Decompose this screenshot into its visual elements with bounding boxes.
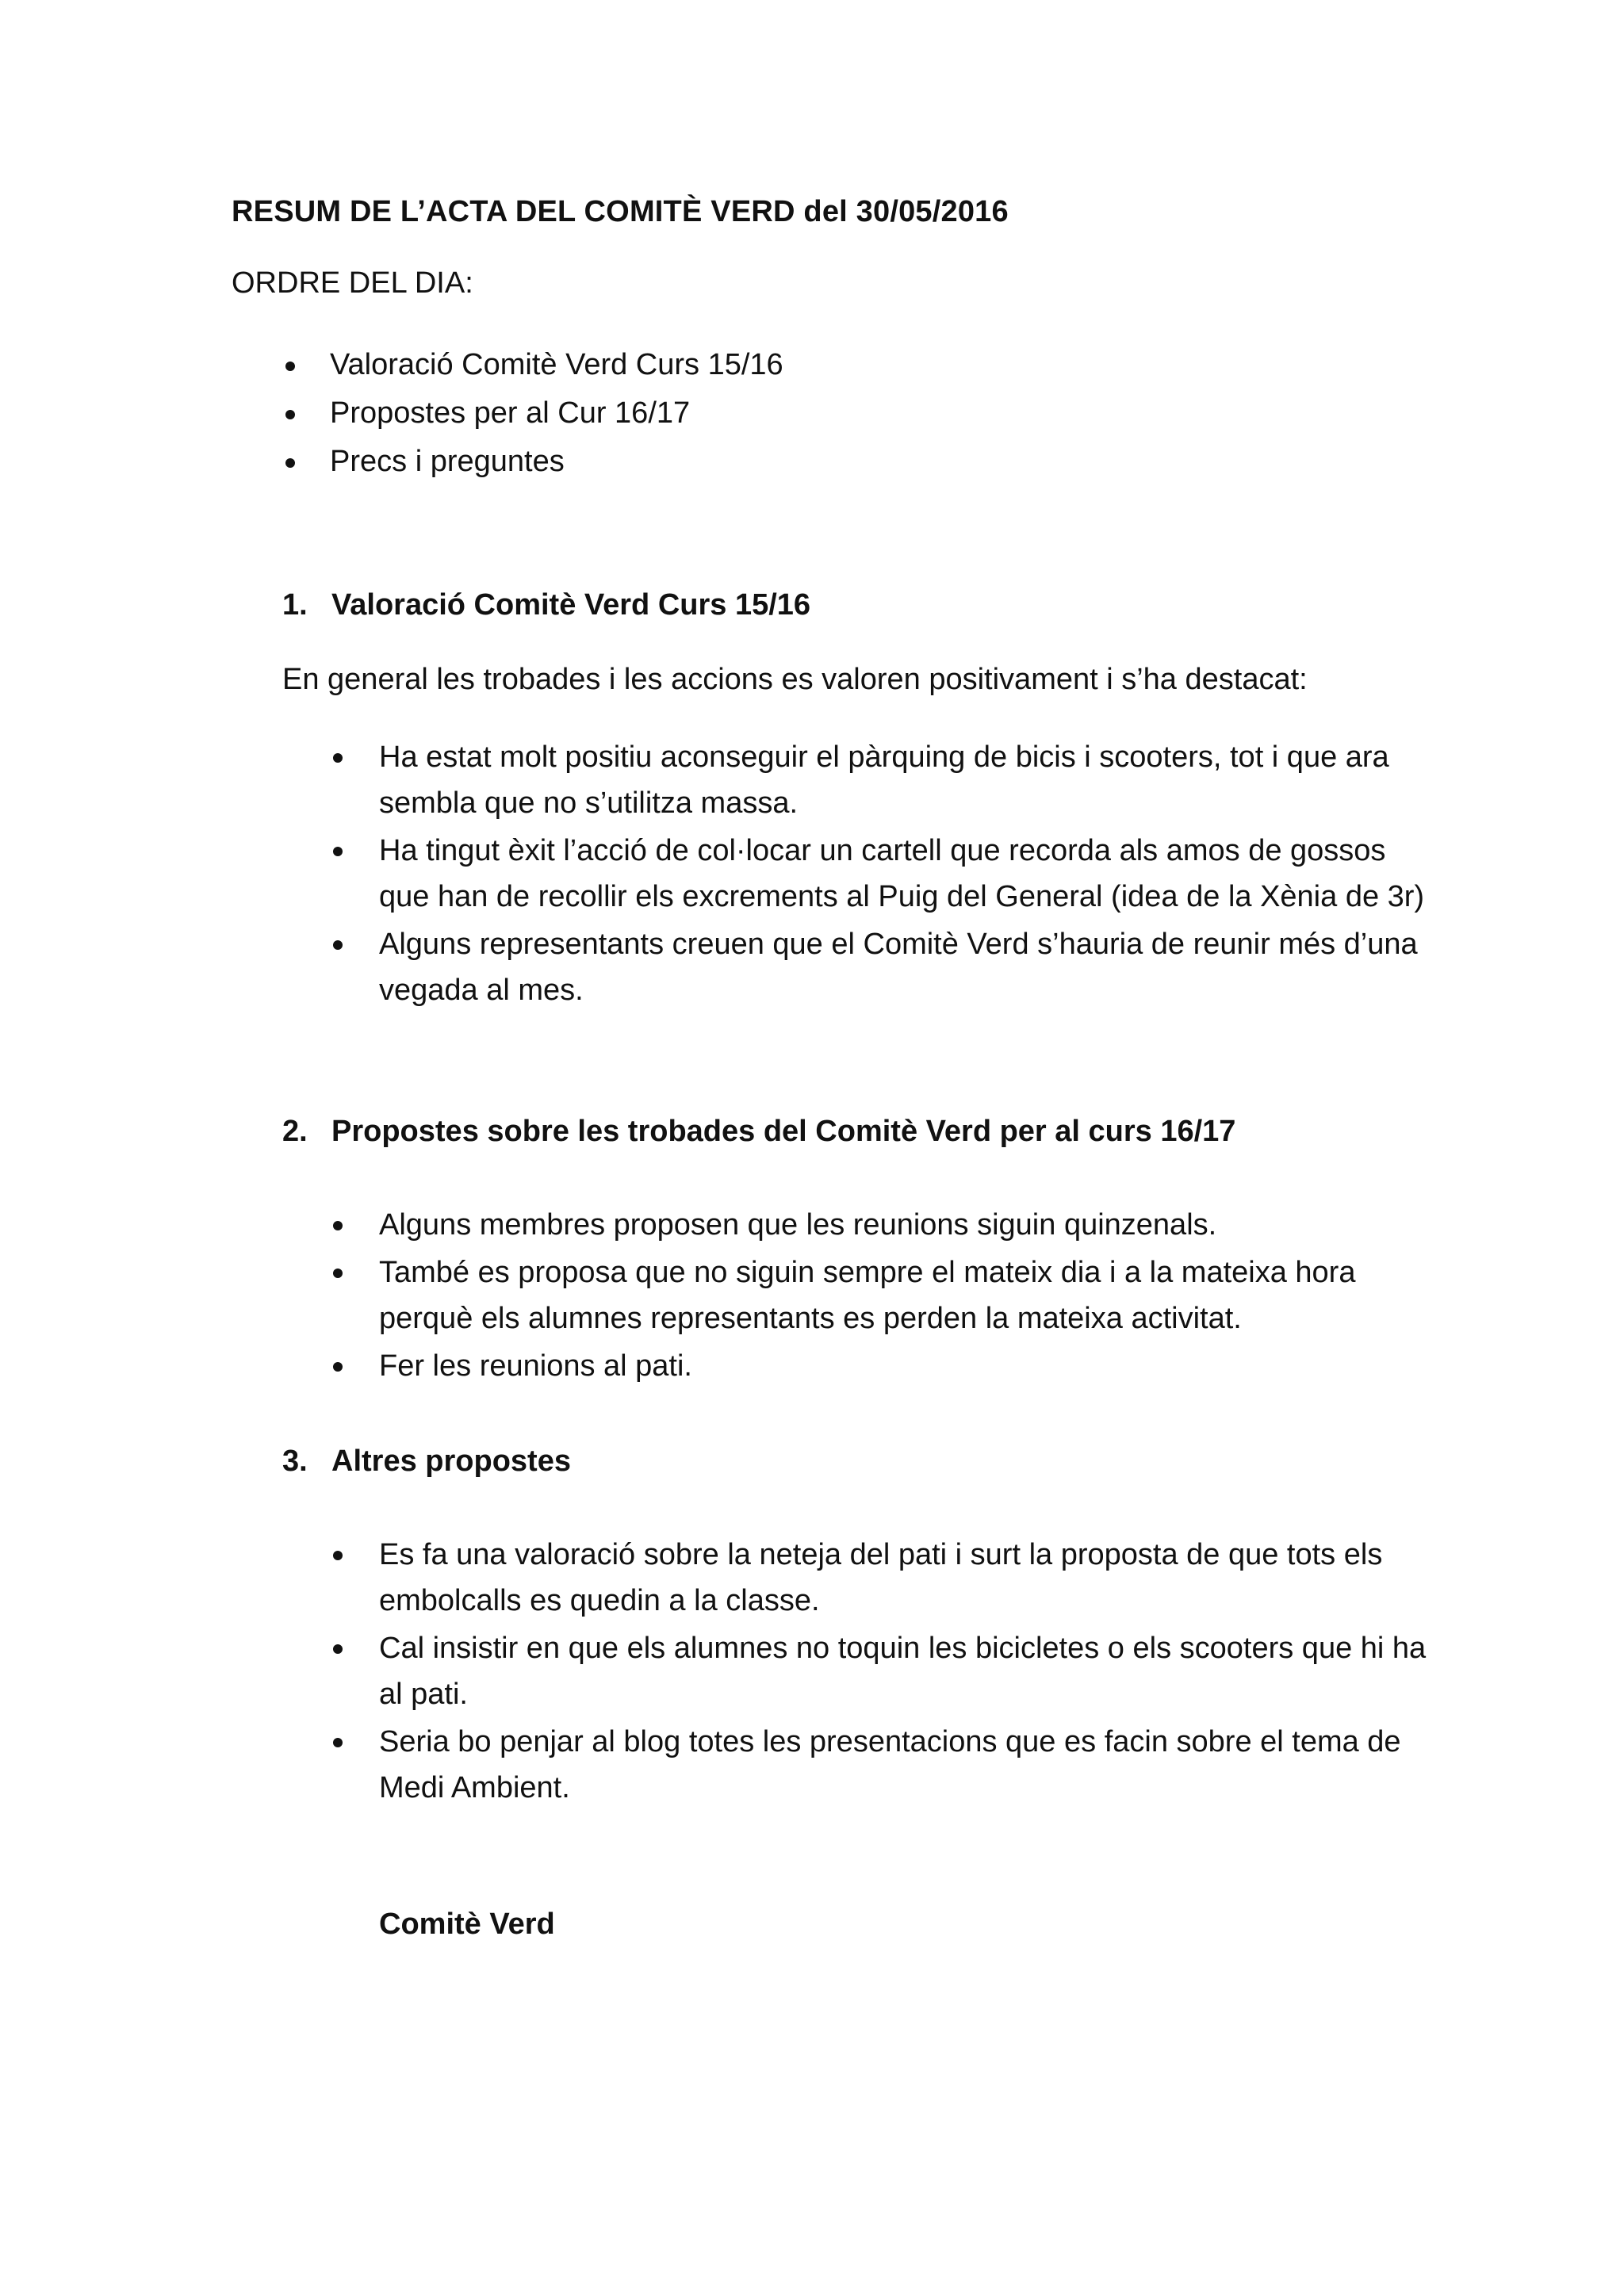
list-item-text: Alguns membres proposen que les reunions siguin quinzenals. xyxy=(379,1208,1217,1242)
section-heading-2 xyxy=(282,1115,1235,1149)
list-item xyxy=(333,1532,1427,1624)
agenda-item-text: Propostes per al Cur 16/17 xyxy=(330,396,691,430)
bullet-icon xyxy=(333,753,343,763)
agenda-item-text: Precs i preguntes xyxy=(330,445,565,478)
section-intro: En general les trobades i les accions es valoren positivament i s’ha destacat: xyxy=(282,663,1308,696)
list-item xyxy=(333,1249,1427,1341)
section-1-list xyxy=(333,734,1427,1015)
agenda-item-text: Valoració Comitè Verd Curs 15/16 xyxy=(330,348,783,381)
bullet-icon xyxy=(285,362,295,371)
list-item xyxy=(285,341,783,389)
agenda-label: ORDRE DEL DIA: xyxy=(232,266,473,300)
list-item xyxy=(333,921,1427,1013)
bullet-icon xyxy=(333,1644,343,1654)
list-item xyxy=(333,1625,1427,1717)
bullet-icon xyxy=(333,1738,343,1747)
section-title: Valoració Comitè Verd Curs 15/16 xyxy=(331,588,811,622)
bullet-icon xyxy=(333,1269,343,1278)
bullet-icon xyxy=(333,1221,343,1230)
list-item-text: Fer les reunions al pati. xyxy=(379,1349,692,1383)
bullet-icon xyxy=(333,1362,343,1372)
section-title: Propostes sobre les trobades del Comitè Verd per al curs 16/17 xyxy=(331,1115,1236,1148)
list-item xyxy=(333,1343,1427,1389)
section-title: Altres propostes xyxy=(331,1445,571,1478)
list-item xyxy=(333,1719,1427,1811)
section-2-list xyxy=(333,1202,1427,1391)
bullet-icon xyxy=(285,410,295,419)
bullet-icon xyxy=(285,458,295,468)
section-number: 1. xyxy=(282,588,308,622)
list-item xyxy=(285,389,783,438)
list-item-text: Seria bo penjar al blog totes les presentacions que es facin sobre el tema de Medi Ambient. xyxy=(379,1725,1401,1804)
list-item-text: Alguns representants creuen que el Comitè Verd s’hauria de reunir més d’una vegada al mes. xyxy=(379,928,1418,1007)
bullet-icon xyxy=(333,940,343,950)
list-item xyxy=(333,1202,1427,1248)
list-item-text: També es proposa que no siguin sempre el mateix dia i a la mateixa hora perquè els alumnes representants es perden la mateixa activitat. xyxy=(379,1256,1356,1335)
list-item-text: Ha tingut èxit l’acció de col·locar un cartell que recorda als amos de gossos que han de recollir els excrements al Puig del General (idea de la Xènia de 3r) xyxy=(379,834,1425,913)
list-item xyxy=(333,734,1427,826)
bullet-icon xyxy=(333,1551,343,1560)
section-number: 3. xyxy=(282,1445,308,1478)
section-heading-1 xyxy=(282,588,810,622)
section-heading-3 xyxy=(282,1445,571,1479)
list-item xyxy=(285,438,783,486)
list-item-text: Ha estat molt positiu aconseguir el pàrquing de bicis i scooters, tot i que ara sembla que no s’utilitza massa. xyxy=(379,740,1389,820)
section-3-list xyxy=(333,1532,1427,1812)
section-number: 2. xyxy=(282,1115,308,1148)
list-item-text: Cal insistir en que els alumnes no toquin les bicicletes o els scooters que hi ha al pati. xyxy=(379,1632,1427,1711)
list-item-text: Es fa una valoració sobre la neteja del pati i surt la proposta de que tots els embolcalls es quedin a la classe. xyxy=(379,1538,1383,1617)
bullet-icon xyxy=(333,847,343,856)
document-title: RESUM DE L’ACTA DEL COMITÈ VERD del 30/05/2016 xyxy=(232,195,1009,228)
agenda-list xyxy=(285,341,783,486)
list-item xyxy=(333,828,1427,920)
signature: Comitè Verd xyxy=(379,1908,555,1941)
